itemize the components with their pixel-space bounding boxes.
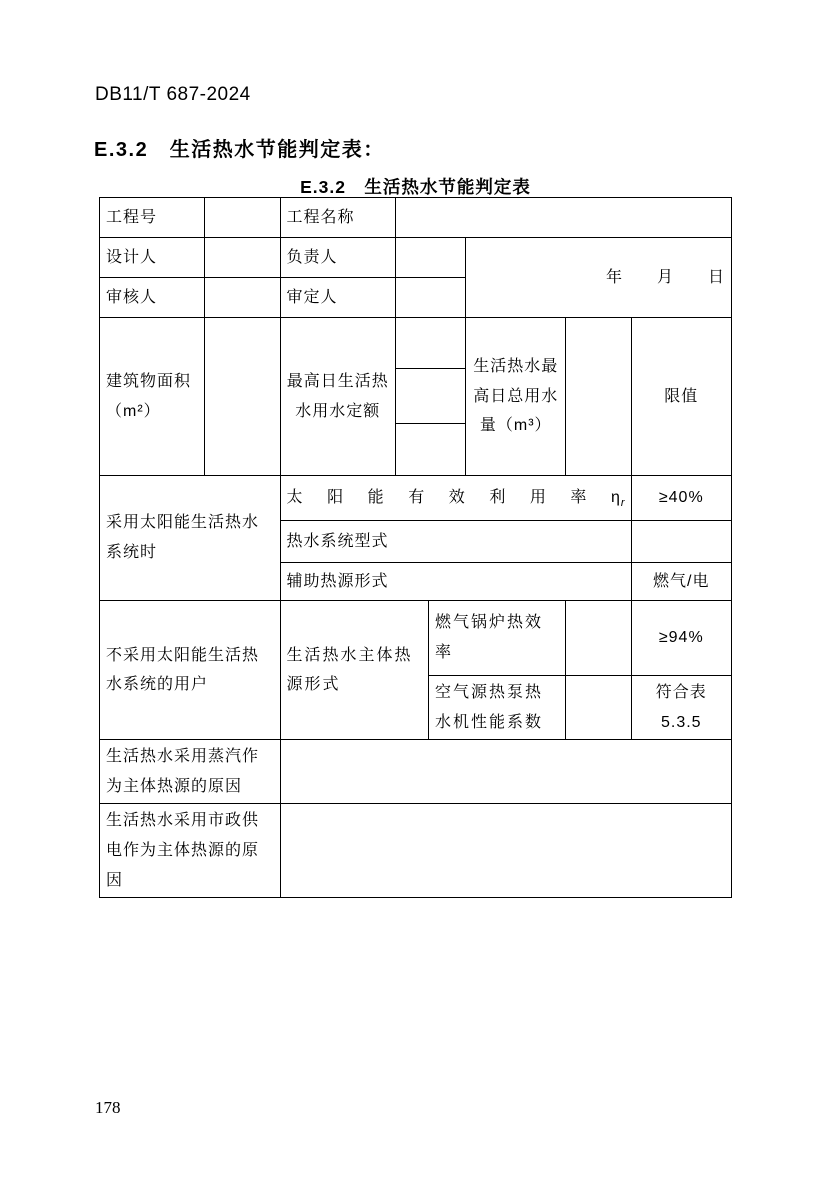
heat-pump-limit-line2: 5.3.5 (660, 713, 702, 731)
table-row (100, 476, 732, 521)
solar-rate-limit: ≥40% (631, 476, 731, 521)
daily-quota-label: 最高日生活热水用水定额 (280, 318, 395, 476)
grid-reason-label: 生活热水采用市政供电作为主体热源的原因 (100, 804, 281, 898)
table-row (100, 238, 732, 278)
system-type-label: 热水系统型式 (280, 521, 631, 563)
project-name-label: 工程名称 (280, 198, 395, 238)
limit-header: 限值 (631, 318, 731, 476)
table-caption: E.3.2 生活热水节能判定表 (300, 177, 531, 197)
project-name-value-cell (395, 198, 731, 238)
date-cell: 年 月 日 (466, 238, 732, 318)
gas-boiler-label: 燃气锅炉热效率 (428, 601, 565, 676)
designer-label: 设计人 (100, 238, 205, 278)
table-row (100, 198, 732, 238)
project-no-value-cell (205, 198, 280, 238)
quota-value-cell-2 (395, 369, 465, 424)
approver-value-cell (395, 278, 465, 318)
solar-section-label: 采用太阳能生活热水系统时 (100, 476, 281, 601)
grid-reason-value-cell (280, 804, 731, 898)
building-area-value-cell (205, 318, 280, 476)
solar-rate-subscript: r (620, 496, 625, 509)
document-code: DB11/T 687-2024 (95, 84, 251, 105)
daily-total-value-cell (566, 318, 631, 476)
designer-value-cell (205, 238, 280, 278)
non-solar-section-label: 不采用太阳能生活热水系统的用户 (100, 601, 281, 740)
heat-pump-value-cell (566, 676, 631, 740)
approver-label: 审定人 (280, 278, 395, 318)
table-row (100, 804, 732, 898)
reviewer-label: 审核人 (100, 278, 205, 318)
table-row (100, 318, 732, 369)
table-row (100, 740, 732, 804)
building-area-label: 建筑物面积（m²） (100, 318, 205, 476)
solar-rate-text: 太阳能有效利用率η (286, 488, 621, 506)
principal-value-cell (395, 238, 465, 278)
gas-boiler-limit: ≥94% (631, 601, 731, 676)
section-heading: E.3.2 生活热水节能判定表： (94, 139, 385, 161)
quota-value-cell-3 (395, 424, 465, 476)
reviewer-value-cell (205, 278, 280, 318)
solar-rate-label (280, 476, 631, 521)
heat-pump-label: 空气源热泵热水机性能系数 (428, 676, 565, 740)
gas-boiler-value-cell (566, 601, 631, 676)
table-row (100, 601, 732, 676)
main-source-label: 生活热水主体热源形式 (280, 601, 428, 740)
hot-water-energy-table (99, 197, 732, 898)
principal-label: 负责人 (280, 238, 395, 278)
steam-reason-value-cell (280, 740, 731, 804)
aux-source-label: 辅助热源形式 (280, 563, 631, 601)
daily-total-label: 生活热水最高日总用水量（m³） (466, 318, 566, 476)
aux-source-limit: 燃气/电 (631, 563, 731, 601)
quota-value-cell-1 (395, 318, 465, 369)
system-type-limit-cell (631, 521, 731, 563)
page-number: 178 (95, 1098, 121, 1117)
heat-pump-limit (631, 676, 731, 740)
heat-pump-limit-line1: 符合表 (655, 684, 707, 701)
project-no-label: 工程号 (100, 198, 205, 238)
steam-reason-label: 生活热水采用蒸汽作为主体热源的原因 (100, 740, 281, 804)
